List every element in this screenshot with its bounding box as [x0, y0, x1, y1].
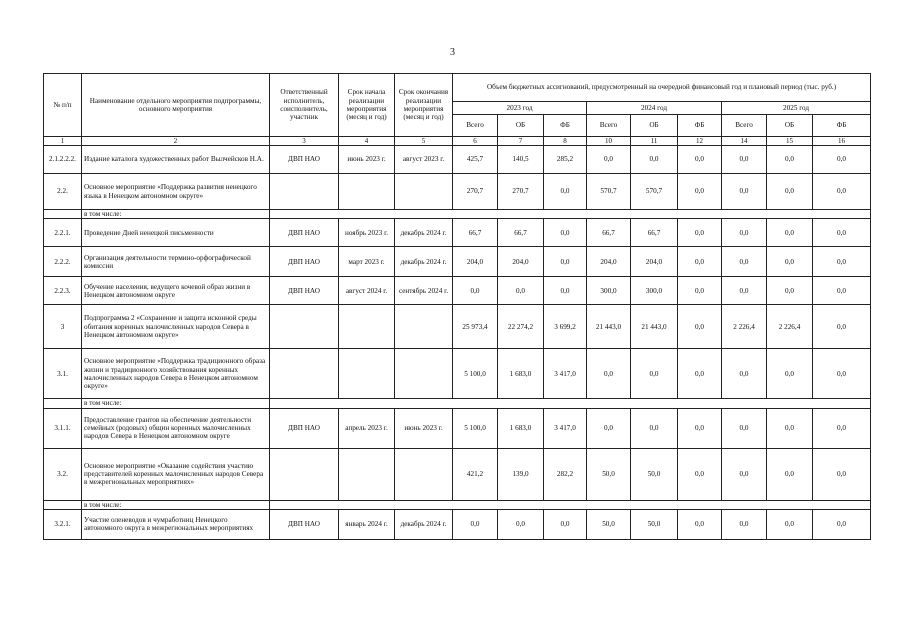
amount-cell: 0,0	[767, 448, 813, 500]
table-row	[44, 247, 871, 277]
amount-cell: 0,0	[813, 247, 871, 277]
row-number: 3	[44, 305, 82, 349]
amount-cell: 0,0	[678, 408, 722, 448]
amount-cell: 50,0	[587, 509, 631, 539]
amount-cell: 50,0	[631, 509, 678, 539]
empty-cell	[44, 210, 82, 219]
empty-cell	[270, 210, 871, 219]
amount-cell: 0,0	[587, 408, 631, 448]
header-start: Срок начала реализации мероприятия (месяц и год)	[339, 74, 395, 137]
row-name: Обучение населения, ведущего кочевой образ жизни в Ненецком автономном округе	[82, 277, 270, 305]
row-start: январь 2024 г.	[339, 509, 395, 539]
header-total: Всего	[587, 115, 631, 137]
amount-cell: 0,0	[767, 277, 813, 305]
amount-cell: 0,0	[722, 448, 767, 500]
index-cell: 10	[587, 137, 631, 146]
row-responsible: ДВП НАО	[270, 509, 339, 539]
row-start	[339, 174, 395, 210]
amount-cell: 282,2	[544, 448, 587, 500]
amount-cell: 1 683,0	[498, 408, 544, 448]
row-start	[339, 349, 395, 399]
amount-cell: 0,0	[813, 174, 871, 210]
amount-cell: 0,0	[722, 408, 767, 448]
amount-cell: 300,0	[587, 277, 631, 305]
amount-cell: 66,7	[587, 219, 631, 247]
amount-cell: 0,0	[813, 305, 871, 349]
subtotal-label-row	[44, 500, 871, 509]
amount-cell: 0,0	[678, 277, 722, 305]
row-name: Организация деятельности термино-орфографической комиссии	[82, 247, 270, 277]
row-responsible	[270, 305, 339, 349]
amount-cell: 570,7	[631, 174, 678, 210]
amount-cell: 204,0	[631, 247, 678, 277]
row-number: 3.2.1.	[44, 509, 82, 539]
row-end	[395, 448, 453, 500]
row-name: Подпрограмма 2 «Сохранение и защита исконной среды обитания коренных малочисленных народов Севера в Ненецком автономном округе»	[82, 305, 270, 349]
table-row	[44, 174, 871, 210]
amount-cell: 0,0	[544, 509, 587, 539]
amount-cell: 25 973,4	[453, 305, 498, 349]
amount-cell: 0,0	[722, 277, 767, 305]
empty-cell	[44, 399, 82, 408]
row-start: март 2023 г.	[339, 247, 395, 277]
row-name: Участие оленеводов и чумработниц Ненецкого автономного округа в межрегиональных мероприятиях	[82, 509, 270, 539]
amount-cell: 3 417,0	[544, 349, 587, 399]
table-row	[44, 448, 871, 500]
table-body	[44, 137, 871, 540]
table-row	[44, 219, 871, 247]
amount-cell: 0,0	[678, 247, 722, 277]
amount-cell: 1 683,0	[498, 349, 544, 399]
amount-cell: 3 699,2	[544, 305, 587, 349]
row-name: Предоставление грантов на обеспечение деятельности семейных (родовых) общин коренных малочисленных народов Севера в Ненецком автономном округе	[82, 408, 270, 448]
amount-cell: 421,2	[453, 448, 498, 500]
header-ob: ОБ	[631, 115, 678, 137]
amount-cell: 0,0	[813, 408, 871, 448]
amount-cell: 0,0	[813, 349, 871, 399]
amount-cell: 140,5	[498, 146, 544, 174]
row-name: Основное мероприятие «Поддержка развития ненецкого языка в Ненецком автономном округе»	[82, 174, 270, 210]
empty-cell	[270, 500, 871, 509]
amount-cell: 0,0	[587, 349, 631, 399]
amount-cell: 0,0	[767, 219, 813, 247]
amount-cell: 21 443,0	[587, 305, 631, 349]
amount-cell: 2 226,4	[722, 305, 767, 349]
amount-cell: 2 226,4	[767, 305, 813, 349]
row-end	[395, 174, 453, 210]
amount-cell: 0,0	[544, 174, 587, 210]
amount-cell: 0,0	[678, 448, 722, 500]
page-number: 3	[450, 47, 455, 58]
row-end: декабрь 2024 г.	[395, 509, 453, 539]
amount-cell: 0,0	[631, 349, 678, 399]
subtotal-label-row	[44, 399, 871, 408]
amount-cell: 425,7	[453, 146, 498, 174]
subtotal-label: в том числе:	[82, 399, 270, 408]
row-responsible: ДВП НАО	[270, 408, 339, 448]
amount-cell: 285,2	[544, 146, 587, 174]
amount-cell: 66,7	[453, 219, 498, 247]
amount-cell: 66,7	[498, 219, 544, 247]
row-name: Основное мероприятие «Оказание содействия участию представителей коренных малочисленных народов Севера в межрегиональных мероприятиях»	[82, 448, 270, 500]
row-number: 3.1.1.	[44, 408, 82, 448]
row-start: ноябрь 2023 г.	[339, 219, 395, 247]
table-row	[44, 509, 871, 539]
amount-cell: 0,0	[813, 146, 871, 174]
row-start	[339, 448, 395, 500]
table-row	[44, 277, 871, 305]
row-start: апрель 2023 г.	[339, 408, 395, 448]
amount-cell: 0,0	[813, 219, 871, 247]
row-end	[395, 349, 453, 399]
amount-cell: 0,0	[544, 247, 587, 277]
table-row	[44, 305, 871, 349]
amount-cell: 0,0	[678, 174, 722, 210]
amount-cell: 0,0	[631, 408, 678, 448]
row-name: Основное мероприятие «Поддержка традиционного образа жизни и традиционного хозяйствования коренных малочисленных народов Севера в Ненецком автономном округе»	[82, 349, 270, 399]
table-row	[44, 146, 871, 174]
amount-cell: 0,0	[722, 509, 767, 539]
amount-cell: 0,0	[767, 408, 813, 448]
amount-cell: 0,0	[678, 509, 722, 539]
row-number: 2.2.3.	[44, 277, 82, 305]
row-responsible: ДВП НАО	[270, 219, 339, 247]
amount-cell: 0,0	[587, 146, 631, 174]
index-cell: 11	[631, 137, 678, 146]
row-number: 2.2.2.	[44, 247, 82, 277]
amount-cell: 21 443,0	[631, 305, 678, 349]
index-cell: 15	[767, 137, 813, 146]
row-number: 2.2.	[44, 174, 82, 210]
row-start	[339, 305, 395, 349]
row-number: 2.2.1.	[44, 219, 82, 247]
row-end: сентябрь 2024 г.	[395, 277, 453, 305]
row-number: 2.1.2.2.2.	[44, 146, 82, 174]
amount-cell: 0,0	[722, 247, 767, 277]
amount-cell: 0,0	[722, 174, 767, 210]
amount-cell: 5 100,0	[453, 349, 498, 399]
amount-cell: 3 417,0	[544, 408, 587, 448]
amount-cell: 0,0	[767, 146, 813, 174]
amount-cell: 0,0	[498, 509, 544, 539]
row-name: Проведение Дней ненецкой письменности	[82, 219, 270, 247]
amount-cell: 0,0	[767, 509, 813, 539]
header-fb: ФБ	[813, 115, 871, 137]
index-cell: 4	[339, 137, 395, 146]
row-end: август 2023 г.	[395, 146, 453, 174]
subtotal-label: в том числе:	[82, 500, 270, 509]
header-num: № п/п	[44, 74, 82, 137]
row-responsible: ДВП НАО	[270, 277, 339, 305]
amount-cell: 5 100,0	[453, 408, 498, 448]
column-index-row	[44, 137, 871, 146]
amount-cell: 0,0	[453, 277, 498, 305]
header-fb: ФБ	[678, 115, 722, 137]
index-cell: 3	[270, 137, 339, 146]
amount-cell: 270,7	[498, 174, 544, 210]
table-row	[44, 349, 871, 399]
amount-cell: 0,0	[722, 219, 767, 247]
table-row	[44, 408, 871, 448]
amount-cell: 0,0	[678, 219, 722, 247]
index-cell: 1	[44, 137, 82, 146]
header-end: Срок окончания реализации мероприятия (месяц и год)	[395, 74, 453, 137]
amount-cell: 0,0	[544, 219, 587, 247]
amount-cell: 0,0	[767, 349, 813, 399]
empty-cell	[270, 399, 871, 408]
header-year-2025: 2025 год	[722, 102, 871, 115]
amount-cell: 270,7	[453, 174, 498, 210]
header-year-2024: 2024 год	[587, 102, 722, 115]
row-responsible	[270, 174, 339, 210]
amount-cell: 0,0	[813, 509, 871, 539]
header-total: Всего	[453, 115, 498, 137]
budget-table	[43, 73, 871, 540]
index-cell: 7	[498, 137, 544, 146]
table-header	[44, 74, 871, 137]
index-cell: 12	[678, 137, 722, 146]
amount-cell: 0,0	[722, 146, 767, 174]
header-name: Наименование отдельного мероприятия подпрограммы, основного мероприятия	[82, 74, 270, 137]
row-end: декабрь 2024 г.	[395, 247, 453, 277]
row-name: Издание каталога художественных работ Вылчейсков Н.А.	[82, 146, 270, 174]
row-responsible: ДВП НАО	[270, 247, 339, 277]
index-cell: 6	[453, 137, 498, 146]
row-responsible: ДВП НАО	[270, 146, 339, 174]
amount-cell: 0,0	[767, 247, 813, 277]
amount-cell: 0,0	[767, 174, 813, 210]
row-responsible	[270, 349, 339, 399]
row-end: декабрь 2024 г.	[395, 219, 453, 247]
amount-cell: 139,0	[498, 448, 544, 500]
amount-cell: 0,0	[453, 509, 498, 539]
header-total: Всего	[722, 115, 767, 137]
subtotal-label: в том числе:	[82, 210, 270, 219]
header-ob: ОБ	[498, 115, 544, 137]
amount-cell: 0,0	[813, 448, 871, 500]
subtotal-label-row	[44, 210, 871, 219]
row-responsible	[270, 448, 339, 500]
amount-cell: 0,0	[631, 146, 678, 174]
row-end: июнь 2023 г.	[395, 408, 453, 448]
amount-cell: 570,7	[587, 174, 631, 210]
row-start: август 2024 г.	[339, 277, 395, 305]
amount-cell: 204,0	[453, 247, 498, 277]
index-cell: 2	[82, 137, 270, 146]
amount-cell: 22 274,2	[498, 305, 544, 349]
amount-cell: 0,0	[678, 349, 722, 399]
amount-cell: 0,0	[678, 305, 722, 349]
amount-cell: 300,0	[631, 277, 678, 305]
header-fb: ФБ	[544, 115, 587, 137]
row-end	[395, 305, 453, 349]
amount-cell: 204,0	[498, 247, 544, 277]
index-cell: 5	[395, 137, 453, 146]
amount-cell: 0,0	[498, 277, 544, 305]
amount-cell: 0,0	[722, 349, 767, 399]
amount-cell: 50,0	[631, 448, 678, 500]
amount-cell: 0,0	[544, 277, 587, 305]
amount-cell: 204,0	[587, 247, 631, 277]
header-budget: Объем бюджетных ассигнований, предусмотренный на очередной финансовый год и плановый период (тыс. руб.)	[453, 74, 871, 102]
index-cell: 8	[544, 137, 587, 146]
amount-cell: 50,0	[587, 448, 631, 500]
header-year-2023: 2023 год	[453, 102, 587, 115]
index-cell: 14	[722, 137, 767, 146]
amount-cell: 0,0	[678, 146, 722, 174]
empty-cell	[44, 500, 82, 509]
row-number: 3.2.	[44, 448, 82, 500]
index-cell: 16	[813, 137, 871, 146]
amount-cell: 0,0	[813, 277, 871, 305]
header-responsible: Ответственный исполнитель, соисполнитель, участник	[270, 74, 339, 137]
header-ob: ОБ	[767, 115, 813, 137]
row-start: июнь 2023 г.	[339, 146, 395, 174]
row-number: 3.1.	[44, 349, 82, 399]
amount-cell: 66,7	[631, 219, 678, 247]
